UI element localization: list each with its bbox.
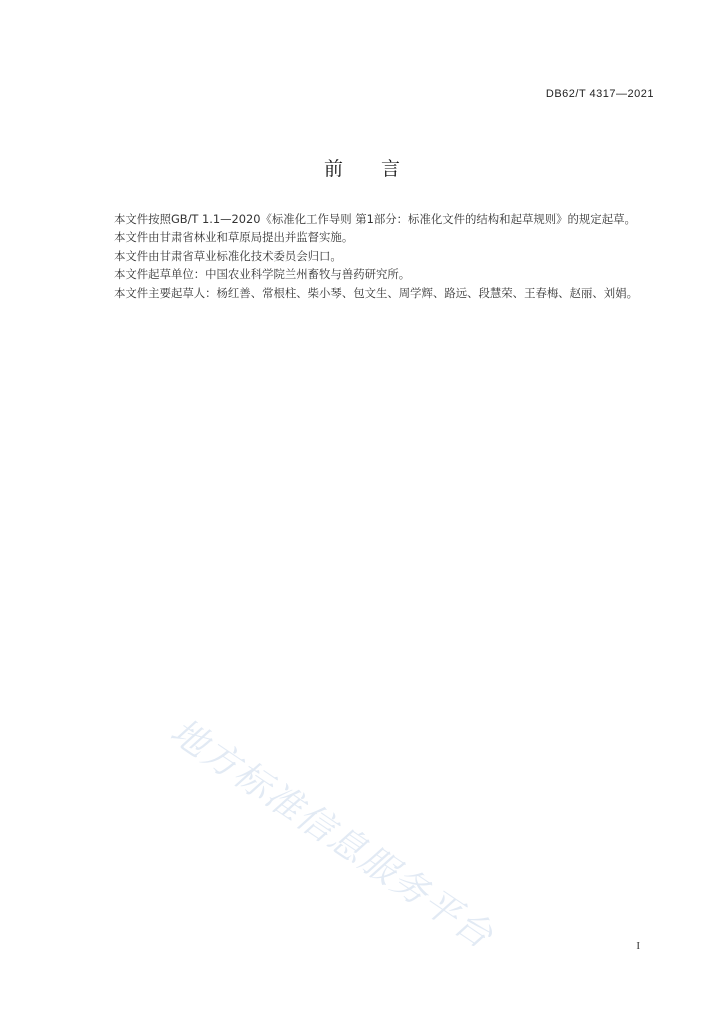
page-number: I: [636, 940, 640, 952]
watermark: 地方标准信息服务平台: [162, 710, 501, 958]
page-title: 前言: [323, 158, 438, 180]
paragraph-drafters: 本文件主要起草人：杨红善、常根柱、柴小琴、包文生、周学辉、路远、段慧荣、王春梅、赵丽、刘娟。: [114, 285, 638, 300]
paragraph-committee: 本文件由甘肃省草业标准化技术委员会归口。: [114, 248, 342, 263]
body-text: [86, 210, 658, 302]
paragraph-drafting-unit: 本文件起草单位：中国农业科学院兰州畜牧与兽药研究所。: [114, 267, 411, 282]
paragraph-drafting-rules: 本文件按照GB/T 1.1—2020《标准化工作导则 第1部分：标准化文件的结构和起草规则》的规定起草。: [114, 212, 636, 226]
document-code: DB62/T 4317—2021: [545, 88, 654, 100]
paragraph-proposer: 本文件由甘肃省林业和草原局提出并监督实施。: [114, 230, 354, 245]
